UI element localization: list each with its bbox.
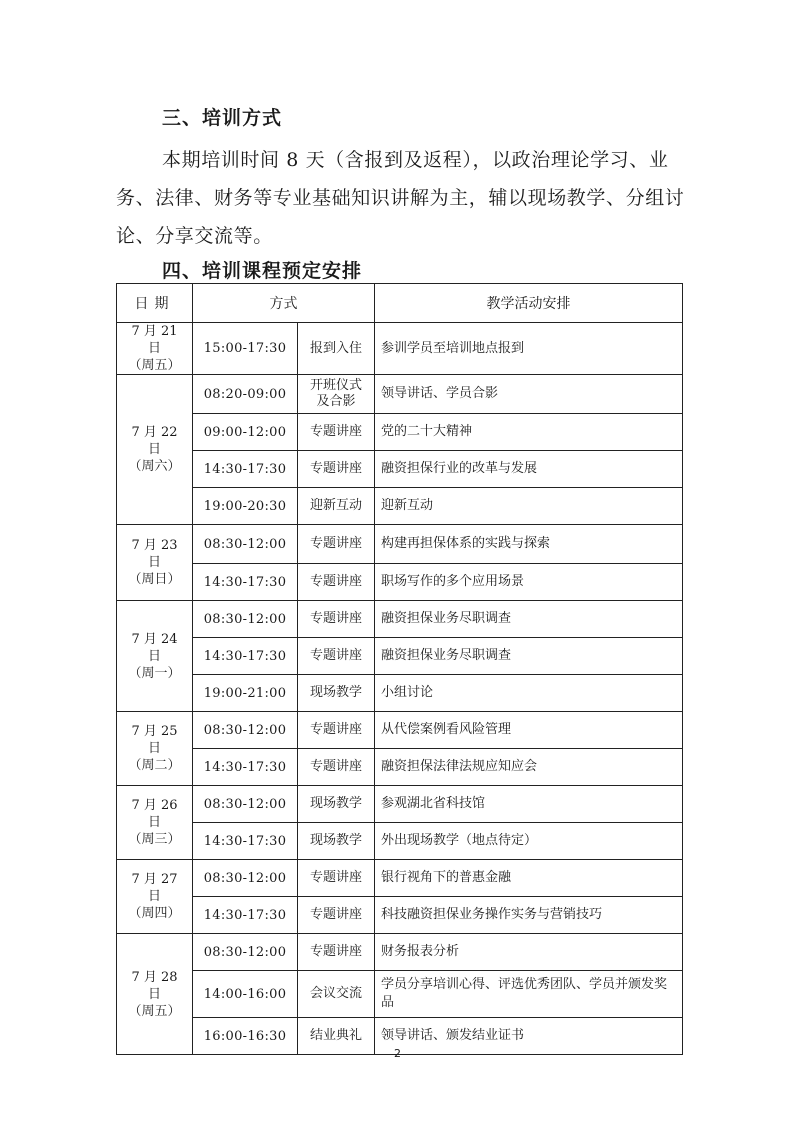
time-cell: 08:30-12:00 [193,712,298,749]
activity-cell: 构建再担保体系的实践与探索 [375,525,683,564]
time-cell: 15:00-17:30 [193,323,298,375]
activity-cell: 科技融资担保业务操作实务与营销技巧 [375,897,683,934]
time-cell: 14:00-16:00 [193,971,298,1018]
time-cell: 19:00-20:30 [193,488,298,525]
table-row [117,749,683,786]
type-cell: 专题讲座 [298,525,375,564]
activity-cell: 参训学员至培训地点报到 [375,323,683,375]
type-cell: 专题讲座 [298,638,375,675]
activity-cell: 职场写作的多个应用场景 [375,564,683,601]
date-label: 7 月 22 日 [131,425,178,457]
date-cell [117,323,193,375]
activity-cell: 融资担保业务尽职调查 [375,601,683,638]
weekday-label: （周六） [128,459,181,474]
weekday-label: （周五） [128,358,181,373]
weekday-label: （周五） [128,1003,181,1019]
page-number: 2 [394,1047,401,1060]
weekday-label: （周四） [128,906,181,921]
time-cell: 14:30-17:30 [193,749,298,786]
activity-cell: 领导讲话、学员合影 [375,375,683,414]
type-cell: 现场教学 [298,786,375,823]
activity-cell: 融资担保业务尽职调查 [375,638,683,675]
type-cell: 专题讲座 [298,860,375,897]
time-cell: 09:00-12:00 [193,414,298,451]
header-date: 日期 [117,284,193,323]
date-cell [117,375,193,525]
type-cell: 开班仪式及合影 [298,375,375,414]
type-cell: 报到入住 [298,323,375,375]
table-row [117,451,683,488]
type-cell: 会议交流 [298,971,375,1018]
table-row [117,638,683,675]
table-row [117,934,683,971]
table-row [117,897,683,934]
time-cell: 08:30-12:00 [193,786,298,823]
type-cell: 现场教学 [298,823,375,860]
time-cell: 08:30-12:00 [193,601,298,638]
table-row [117,601,683,638]
activity-cell: 领导讲话、颁发结业证书 [375,1018,683,1055]
type-cell: 专题讲座 [298,451,375,488]
time-cell: 08:20-09:00 [193,375,298,414]
date-cell [117,601,193,712]
table-row [117,675,683,712]
table-row [117,823,683,860]
activity-cell: 财务报表分析 [375,934,683,971]
date-label: 7 月 21 日 [131,324,178,356]
time-cell: 08:30-12:00 [193,934,298,971]
table-row [117,786,683,823]
weekday-label: （周三） [128,832,181,847]
type-cell: 专题讲座 [298,564,375,601]
date-cell [117,712,193,786]
time-cell: 08:30-12:00 [193,525,298,564]
time-cell: 16:00-16:30 [193,1018,298,1055]
type-cell: 结业典礼 [298,1018,375,1055]
schedule-body [117,323,683,1055]
time-cell: 14:30-17:30 [193,897,298,934]
section3-paragraph-text: 本期培训时间 8 天（含报到及返程），以政治理论学习、业务、法律、财务等专业基础知识讲解为主，辅以现场教学、分组讨论、分享交流等。 [116,149,685,247]
header-activity: 教学活动安排 [375,284,683,323]
activity-cell: 学员分享培训心得、评选优秀团队、学员并颁发奖品 [375,971,683,1018]
activity-cell: 外出现场教学（地点待定） [375,823,683,860]
weekday-label: （周一） [128,665,181,681]
table-row [117,564,683,601]
date-label: 7 月 23 日 [131,538,178,570]
weekday-label: （周二） [128,758,181,773]
table-row [117,375,683,414]
table-header-row [117,284,683,323]
table-row [117,971,683,1018]
date-cell [117,786,193,860]
date-label: 7 月 26 日 [131,798,178,830]
table-row [117,525,683,564]
header-method: 方式 [193,284,375,323]
date-cell [117,934,193,1055]
section3-paragraph [116,141,686,255]
table-row [117,860,683,897]
section3-heading: 三、培训方式 [162,107,283,129]
time-cell: 14:30-17:30 [193,638,298,675]
date-label: 7 月 24 日 [131,631,178,664]
time-cell: 14:30-17:30 [193,451,298,488]
section4-heading: 四、培训课程预定安排 [162,260,363,282]
type-cell: 专题讲座 [298,414,375,451]
type-cell: 专题讲座 [298,712,375,749]
type-cell: 专题讲座 [298,601,375,638]
table-row [117,414,683,451]
weekday-label: （周日） [128,572,181,587]
date-cell [117,860,193,934]
table-row [117,488,683,525]
time-cell: 14:30-17:30 [193,823,298,860]
type-cell: 专题讲座 [298,934,375,971]
schedule-table [116,283,683,1055]
type-cell: 现场教学 [298,675,375,712]
activity-cell: 银行视角下的普惠金融 [375,860,683,897]
type-cell: 专题讲座 [298,749,375,786]
activity-cell: 党的二十大精神 [375,414,683,451]
date-label: 7 月 27 日 [131,872,178,904]
date-label: 7 月 25 日 [131,724,178,756]
time-cell: 14:30-17:30 [193,564,298,601]
activity-cell: 融资担保法律法规应知应会 [375,749,683,786]
table-row [117,323,683,375]
date-label: 7 月 28 日 [131,969,178,1002]
type-cell: 迎新互动 [298,488,375,525]
time-cell: 19:00-21:00 [193,675,298,712]
time-cell: 08:30-12:00 [193,860,298,897]
table-row [117,712,683,749]
activity-cell: 小组讨论 [375,675,683,712]
type-cell: 专题讲座 [298,897,375,934]
activity-cell: 参观湖北省科技馆 [375,786,683,823]
activity-cell: 从代偿案例看风险管理 [375,712,683,749]
activity-cell: 迎新互动 [375,488,683,525]
date-cell [117,525,193,601]
activity-cell: 融资担保行业的改革与发展 [375,451,683,488]
